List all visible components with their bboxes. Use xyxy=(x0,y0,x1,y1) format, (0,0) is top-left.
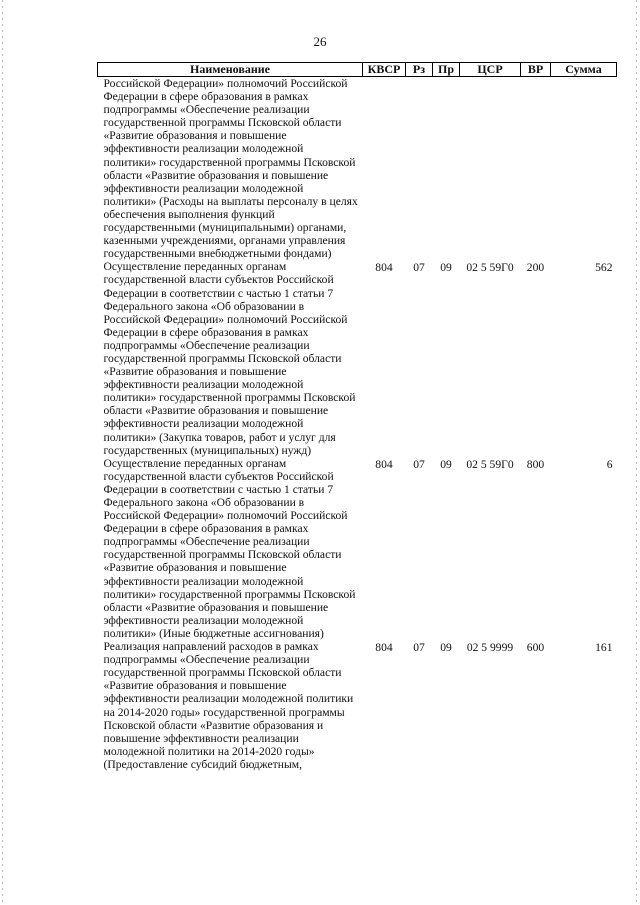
row-vr: 600 xyxy=(526,641,545,655)
row-kvsr: 804 xyxy=(375,457,393,471)
row-pr: 09 xyxy=(440,457,452,471)
row-name: Осуществление переданных органам государственной власти субъектов Российской Федерации в соответствии с частью 1 статьи 7 Федерального закона «Об образовании в Российской Федерации» полномочий Российской Федерации в сфере образования в рамках подпрограммы «Обеспечение реализации государственной программы Псковской области «Развитие образования и повышение эффективности реализации молодежной политики» государственной программы Псковской области «Развитие образования и повышение эффективности реализации молодежной политики» (Закупка товаров, работ и услуг для государственных (муниципальных) нужд) xyxy=(103,260,356,457)
page-number: 26 xyxy=(313,34,327,49)
row-rz: 07 xyxy=(413,261,425,275)
row-pr xyxy=(433,77,460,261)
row-csr xyxy=(460,77,521,261)
table-row xyxy=(98,77,617,261)
row-sum: 161 xyxy=(595,641,613,655)
budget-table xyxy=(97,62,617,771)
table-row xyxy=(98,640,617,771)
table-row xyxy=(98,260,617,456)
row-sum xyxy=(551,77,617,261)
header-kvsr: КВСР xyxy=(363,63,406,77)
row-pr: 09 xyxy=(440,261,452,275)
row-kvsr xyxy=(363,77,406,261)
header-csr: ЦСР xyxy=(460,63,521,77)
row-rz: 07 xyxy=(413,641,425,655)
header-sum: Сумма xyxy=(551,63,617,77)
table-header-row xyxy=(98,63,617,77)
row-sum: 562 xyxy=(595,261,613,275)
row-vr xyxy=(521,77,551,261)
row-name: Осуществление переданных органам государственной власти субъектов Российской Федерации в соответствии с частью 1 статьи 7 Федерального закона «Об образовании в Российской Федерации» полномочий Российской Федерации в сфере образования в рамках подпрограммы «Обеспечение реализации государственной программы Псковской области «Развитие образования и повышение эффективности реализации молодежной политики» государственной программы Псковской области «Развитие образования и повышение эффективности реализации молодежной политики» (Иные бюджетные ассигнования) xyxy=(103,456,356,640)
table-row xyxy=(98,457,617,640)
header-pr: Пр xyxy=(433,63,460,77)
row-rz xyxy=(406,77,433,261)
row-name: Российской Федерации» полномочий Российской Федерации в сфере образования в рамках подпрограммы «Обеспечение реализации государственной программы Псковской области «Развитие образования и повышение эффективности реализации молодежной политики» государственной программы Псковской области «Развитие образования и повышение эффективности реализации молодежной политики» (Расходы на выплаты персоналу в целях обеспечения выполнения функций государственными (муниципальными) органами, казенными учреждениями, органами управления государственными внебюджетными фондами) xyxy=(103,77,358,261)
row-rz: 07 xyxy=(413,457,425,471)
row-kvsr: 804 xyxy=(375,641,393,655)
header-rz: Рз xyxy=(406,63,433,77)
row-csr: 02 5 59Г0 xyxy=(466,261,514,275)
scan-edge-left xyxy=(2,0,3,905)
row-kvsr: 804 xyxy=(375,261,393,275)
header-name: Наименование xyxy=(98,63,363,77)
row-csr: 02 5 59Г0 xyxy=(466,457,514,471)
row-vr: 800 xyxy=(526,457,545,471)
scan-edge-right xyxy=(636,0,637,905)
row-sum: 6 xyxy=(606,457,613,471)
row-csr: 02 5 9999 xyxy=(466,641,514,655)
row-vr: 200 xyxy=(526,261,545,275)
row-name: Реализация направлений расходов в рамках подпрограммы «Обеспечение реализации государственной программы Псковской области «Развитие образования и повышение эффективности реализации молодежной политики на 2014-2020 годы» государственной программы Псковской области «Развитие образования и повышение эффективности реализации молодежной политики на 2014-2020 годы» (Предоставление субсидий бюджетным, xyxy=(103,640,354,771)
header-vr: ВР xyxy=(521,63,551,77)
row-pr: 09 xyxy=(440,641,452,655)
